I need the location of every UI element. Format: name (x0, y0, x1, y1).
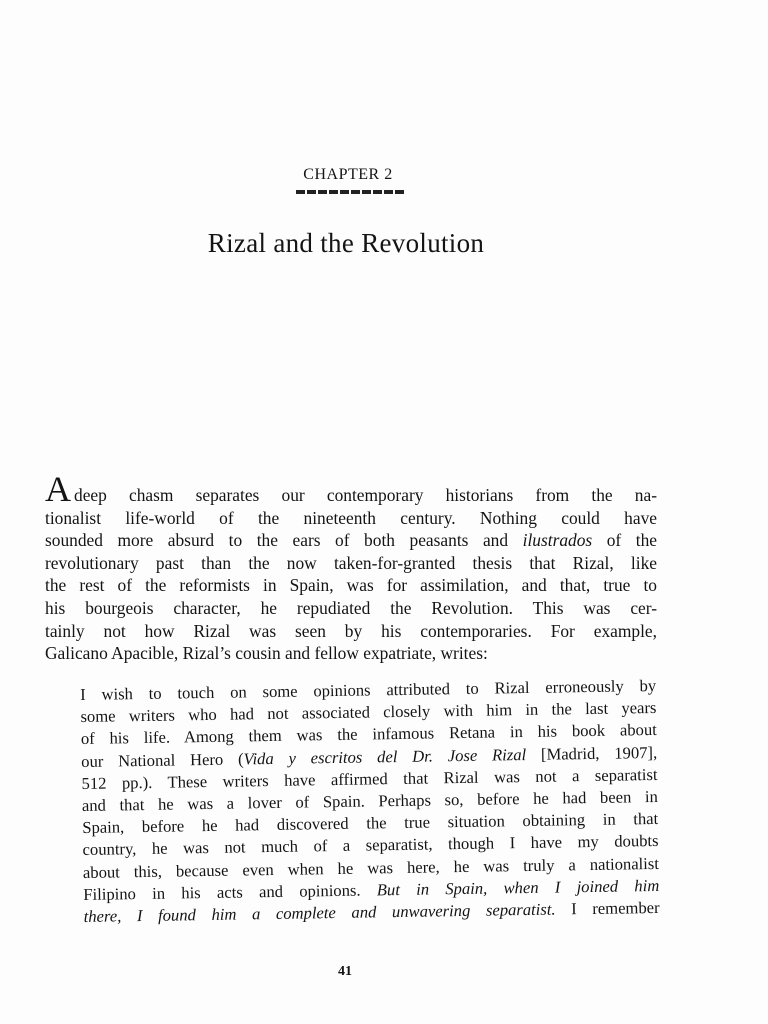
chapter-rule-ornament (296, 190, 404, 194)
paragraph-line: Galicano Apacible, Rizal’s cousin and fellow expatriate, writes: (45, 643, 488, 664)
quote-line: Spain, before he had discovered the true situation obtaining in that (82, 809, 659, 838)
italic-emphasis: there, I found him a complete and unwavering separatist. (83, 899, 556, 927)
quote-line: 512 pp.). These writers have affirmed that Rizal was not a separatist (81, 764, 658, 793)
opening-paragraph (45, 469, 658, 665)
italic-book-title: Vida y escritos del Dr. Jose Rizal (243, 744, 527, 769)
chapter-title: Rizal and the Revolution (207, 228, 485, 258)
paragraph-line: his bourgeois character, he repudiated the Revolution. This was cer- (45, 597, 657, 618)
chapter-label: CHAPTER 2 (303, 166, 393, 183)
paragraph-first-line (45, 469, 657, 509)
italic-emphasis: But in Spain, when I joined him (376, 875, 660, 900)
quote-text: our National Hero ( (81, 749, 244, 771)
paragraph-line (45, 529, 657, 552)
page-number: 41 (338, 964, 352, 979)
quote-line: some writers who had not associated closely with him in the last years (80, 698, 657, 727)
paragraph-line: deep chasm separates our contemporary historians from the na- (74, 485, 657, 505)
quote-line: country, he was not much of a separatist, though I have my doubts (82, 831, 659, 860)
paragraph-line: tionalist life-world of the nineteenth century. Nothing could have (45, 507, 657, 528)
quote-line: about this, because even when he was here, he was truly a nationalist (82, 853, 660, 882)
paragraph-line: the rest of the reformists in Spain, was for assimilation, and that, true to (45, 575, 657, 596)
quote-text: Filipino in his acts and opinions. (83, 880, 377, 904)
paragraph-line-text: of the (592, 530, 658, 551)
paragraph-line-text: sounded more absurd to the ears of both peasants and (45, 530, 523, 551)
quote-line: of his life. Among them was the infamous Retana in his book about (80, 720, 657, 749)
quote-text: [Madrid, 1907], (525, 742, 658, 764)
paragraph-line: revolutionary past than the now taken-for-granted thesis that Rizal, like (45, 552, 657, 573)
quote-line: and that he was a lover of Spain. Perhaps so, before he had been in (81, 786, 658, 815)
paragraph-line: tainly not how Rizal was seen by his contemporaries. For example, (45, 620, 657, 641)
drop-cap: A (45, 469, 71, 509)
quote-line: I wish to touch on some opinions attributed to Rizal erroneously by (80, 675, 657, 704)
block-quote (80, 675, 660, 928)
italic-term: ilustrados (522, 530, 593, 551)
quote-text: I remember (555, 897, 660, 919)
